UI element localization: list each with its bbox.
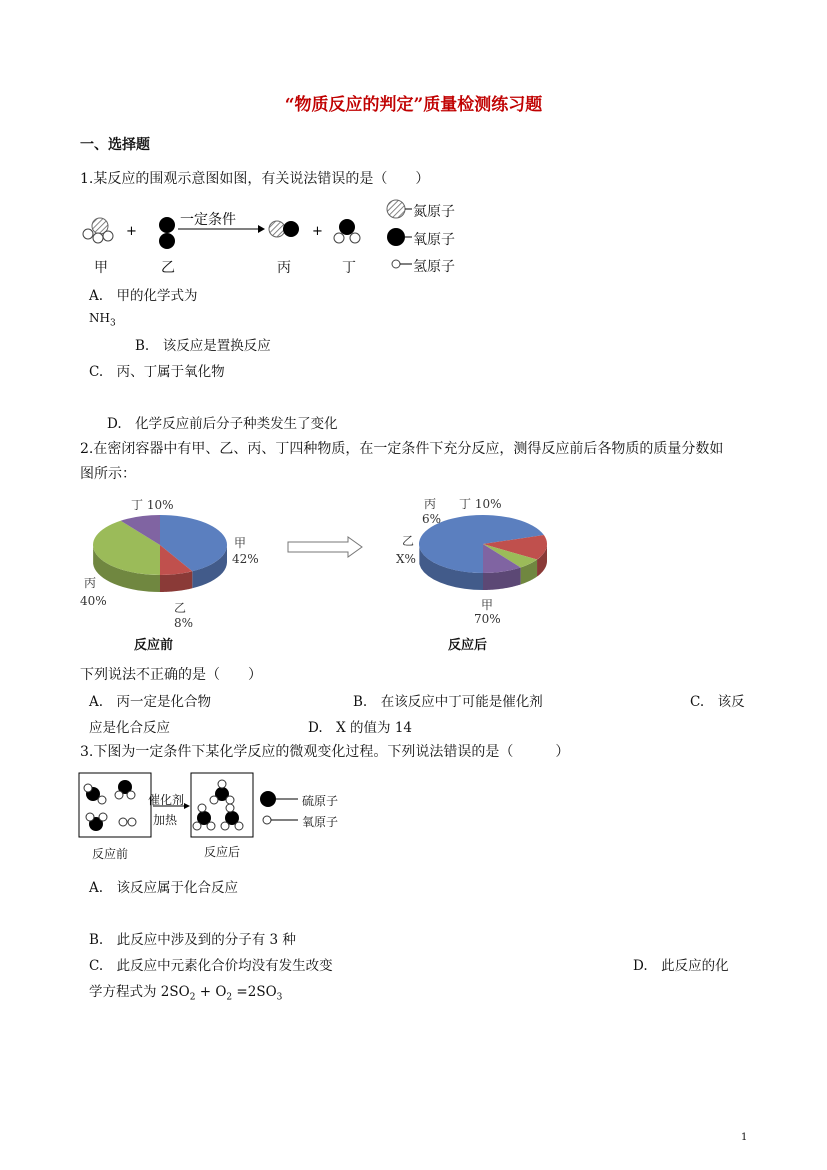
- pie-before-label-bing-pct: 40%: [80, 594, 107, 608]
- molecule-bing: [269, 221, 299, 237]
- pie-chart-after: [419, 515, 547, 590]
- plus-sign-1: +: [126, 224, 137, 239]
- pie-after-label-bing-pct: 6%: [422, 512, 442, 526]
- q2-sub-question: 下列说法不正确的是（ ）: [80, 667, 262, 683]
- pie-after-label-ding: 丁 10%: [459, 497, 502, 511]
- q3-option-a: A. 该反应属于化合反应: [89, 880, 239, 896]
- q2-pie-charts: [80, 490, 560, 655]
- pie-after-label-bing: 丙: [424, 497, 437, 511]
- molecule-jia: [83, 218, 113, 243]
- label-ding: 丁: [342, 260, 356, 276]
- page-title: “物质反应的判定”质量检测练习题: [284, 95, 543, 115]
- label-yi: 乙: [161, 260, 175, 276]
- pie-before-label-bing: 丙: [84, 576, 97, 590]
- pie-chart-before: [93, 515, 227, 592]
- label-bing: 丙: [277, 260, 291, 276]
- q3-stem: 3.下图为一定条件下某化学反应的微观变化过程。下列说法错误的是（ ）: [80, 744, 570, 760]
- page-number: 1: [741, 1132, 748, 1143]
- plus-sign-2: +: [312, 224, 323, 239]
- q3-option-d-equation: 学方程式为 $2SO_2 + O_2 =2SO_3$: [89, 984, 283, 1003]
- q2-stem-line1: 2.在密闭容器中有甲、乙、丙、丁四种物质，在一定条件下充分反应，测得反应前后各物质的质量分数如: [80, 441, 724, 457]
- q1-option-d: D. 化学反应前后分子种类发生了变化: [107, 416, 338, 432]
- before-box: [79, 773, 151, 837]
- q3-option-d: D. 此反应的化: [633, 958, 729, 974]
- section-heading: 一、选择题: [80, 137, 150, 153]
- molecule-yi: [159, 217, 175, 249]
- q3-before-label: 反应前: [92, 847, 129, 861]
- q3-legend-oxygen: 氧原子: [302, 815, 339, 829]
- legend-sulfur-icon: [260, 791, 276, 807]
- q1-option-b: B. 该反应是置换反应: [135, 338, 271, 354]
- q3-after-label: 反应后: [204, 845, 241, 859]
- q3-legend-sulfur: 硫原子: [302, 794, 339, 808]
- pie-after-label-jia: 甲: [481, 598, 494, 612]
- pie-before-caption: 反应前: [134, 638, 174, 653]
- pie-after-label-yi-pct: X%: [396, 552, 416, 566]
- q3-option-b: B. 此反应中涉及到的分子有 3 种: [89, 932, 296, 948]
- q2-option-d: D. X 的值为 14: [308, 720, 413, 736]
- legend-hydrogen: 氢原子: [413, 259, 455, 275]
- q1-option-a-formula: $NH_3$: [89, 311, 116, 329]
- pie-before-label-jia-pct: 42%: [232, 552, 259, 566]
- pie-after-caption: 反应后: [448, 638, 488, 653]
- q1-stem: 1.某反应的围观示意图如图，有关说法错误的是（ ）: [80, 171, 430, 187]
- pie-before-label-yi-pct: 8%: [174, 616, 194, 630]
- pie-before-label-yi: 乙: [174, 601, 187, 615]
- q2-option-a: A. 丙一定是化合物: [89, 694, 212, 710]
- change-arrow: [288, 537, 362, 557]
- pie-after-label-jia-pct: 70%: [474, 612, 501, 626]
- q1-option-a: A. 甲的化学式为: [89, 288, 198, 304]
- legend-oxygen-icon: [263, 816, 271, 824]
- legend-oxygen: 氧原子: [413, 232, 455, 248]
- pie-before-label-ding: 丁 10%: [131, 498, 174, 512]
- q2-option-c-cont: 应是化合反应: [89, 720, 170, 736]
- legend-nitrogen: 氮原子: [413, 204, 455, 220]
- q2-option-c: C. 该反: [690, 694, 745, 710]
- q3-cond-catalyst: 催化剂: [148, 793, 185, 807]
- molecule-ding: [334, 219, 360, 243]
- pie-before-label-jia: 甲: [234, 536, 247, 550]
- q1-legend: [387, 200, 412, 268]
- condition-label: 一定条件: [180, 212, 236, 228]
- q3-cond-heat: 加热: [153, 813, 178, 827]
- q1-option-c: C. 丙、丁属于氧化物: [89, 364, 225, 380]
- q3-option-c: C. 此反应中元素化合价均没有发生改变: [89, 958, 333, 974]
- pie-after-label-yi: 乙: [402, 534, 415, 548]
- label-jia: 甲: [94, 260, 108, 276]
- q2-stem-line2: 图所示：: [80, 466, 136, 482]
- q2-option-b: B. 在该反应中丁可能是催化剂: [353, 694, 543, 710]
